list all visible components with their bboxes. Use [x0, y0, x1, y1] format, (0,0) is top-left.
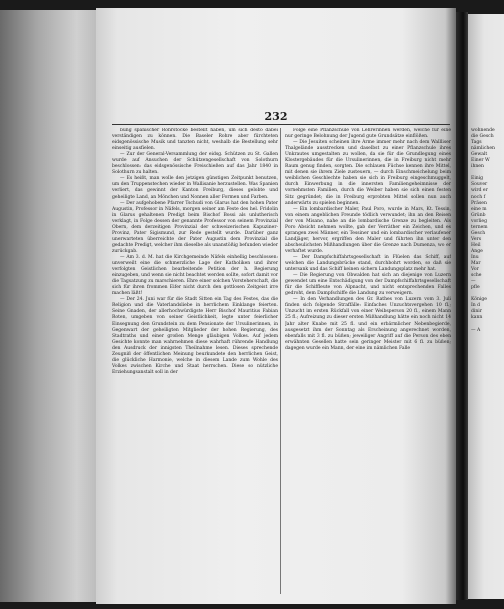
facing-page-line: nämlichen	[471, 146, 495, 152]
right-column-paragraph: — Die Regierung von Obwalden hat sich an diejenige von Luzern gewendet um eine Entschädigung von der Dampfschiffahrtsgesellschaft für die Schiffleute von Alpnacht, und nicht entsprechenden Falles gedroht, dem Dampfschiffe die Landung zu verweigern.	[285, 273, 451, 297]
facing-page-line: Heil	[471, 242, 481, 248]
right-column-paragraph: Folge eine Pflanzschule von Lehrerinnen werden, welche für eine nur geringe Belohnung der Jugend gute Grundsätze einflößen.	[285, 128, 451, 140]
right-column-paragraph: — Die Jesuiten scheinen ihre Arme immer mehr nach dem Wallliser Thalgelände ausstrecken und daselbst zu einer Pflanzschule ihres Unkrautes umgestalten zu wollen, da sie für die Grundlegung eines Klostergebäudes für die Ursulinerinnen, die in Freiburg nicht mehr Raum genug finden, sorgten. Die schlauen Füchse kennen ihre Mittel, mit denen sie ihrem Ziele zusteuern, — durch Einschmeichelung beim weiblichen Geschlechte haben sie sich in Freiburg eingeschmuggelt, durch Einwerbung in die innersten Familiengeheimnisse der vornehmsten Familien, durch die Weiber haben sie sich einen festen Sitz gegründet; die in Freiburg erprobten Mittel sollen nun auch anderwärts zu spielen beginnen.	[285, 140, 451, 206]
facing-page-line: noch f	[471, 194, 486, 200]
left-column-paragraph: bung spanischer Rohrstöcke bestellt haben, um sich desto dabei verständigen zu können. Die Baseler Rohre aber fürchteten eidsgenössische Musik und tanzten nicht, weshalb die Bestellung sehr einseitig ausfielen.	[112, 128, 278, 152]
left-column-paragraph: — Am 3. d. M. hat die Kirchgemeinde Näfels einhellig beschlossen: unverweilt eine die schmerzliche Lage der Katholiken und ihrer verfolgten Geistlichen bearbeitende Petition der h. Regierung einzugeben, und wenn sie nicht beachtet werden sollte, sofort damit vor die Tagsatzung zu marschieren. Ehre einer solchen Vorsteherschaft, die sich für ihren frommen Eifer nicht durch den gottlosen Zeitgeist irre machen läßt!	[112, 254, 278, 297]
facing-page-line: wird er	[471, 188, 488, 194]
facing-page-line: kann	[471, 315, 483, 321]
facing-page-line: Gesch	[471, 230, 486, 236]
right-text-column	[285, 128, 451, 598]
facing-page-line: vorlieg	[471, 218, 487, 224]
facing-page-line: Präsen	[471, 200, 487, 206]
left-column-paragraph: — Der 24. Juni war für die Stadt Sitten ein Tag des Festes, das die Religion und die Vaterlandsliebe in herrlichem Einklange feierten. Seine Gnaden, der allerhochwürdigste Herr Bischof Mauritius Fabian Roten, umgeben von seiner Geistlichkeit, legte unter feierlicher Einsegnung den Grundstein zu dem Pensionate der Ursulinerinnen, in Gegenwart der geheiligten Mitglieder der hohen Regierung, des Stadtraths und einer großen Menge gläubigen Volkes. Auf jedem Gesichte konnte man wahrnehmen diese wahrhaft rührende Handlung den Ausdruck der innigsten Theilnahme lesen. Dieses sprechende Zeugniß der öffentlichen Meinung beurkundete den herrlichen Geist, die glückliche Harmonie, welche in diesem Lande zum Wohle des Volkes zwischen Kirche und Staat herrschen. Diese so nützliche Erziehungsanstalt soll in der	[112, 297, 278, 375]
left-page-edge	[0, 10, 96, 602]
left-column-paragraph: — Es heißt, man wolle den jetzigen günstigen Zeitpunkt benutzen, um den Truppenstechen wieder in Wallisanie herzustellen. Was Spanien verliert, das gewinnt der Kanton Freiburg, dieses gelobte und geheiligte Land, an Mönchen und Nonnen aller Formen und Farben.	[112, 176, 278, 200]
facing-page-line: Einer W	[471, 158, 490, 164]
facing-page-line: dinir	[471, 309, 482, 315]
facing-page-line: Gewalt	[471, 152, 488, 158]
facing-page-line: Tags	[471, 140, 482, 146]
right-column-paragraph: — In den Verhandlungen des Gr. Rathes von Luzern vom 3. Juli finden sich folgende Straffälle: Einfaches Unzuchtsvergehen 10 fl.; Unzucht im ersten Rückfall von einer Weibsperson 20 fl., einem Mann 25 fl.; Aufreizung zu dieser ersten Mißhandlung hätte ein noch nicht 14 Jahr alter Knabe mit 25 fl. und ein erbärmlicher Nebenbegierde, ausgesetzt ihm der Sonntag als Erscheinung angerechnet worden, ebenfalls mit 3 fl. zu büßen; jeweiliger Angriff auf die Person des eben erwähnten Gesellen hatte sein geringer Meister mit 6 fl. zu büßen; dagegen wurde ein Mann, der eine im nämlichen Falle	[285, 297, 451, 351]
book-gutter	[456, 12, 468, 600]
facing-page-line: In d	[471, 303, 481, 309]
facing-page-line: sche	[471, 273, 482, 279]
facing-page-line: Ange	[471, 248, 483, 254]
left-text-column	[112, 128, 278, 598]
facing-page-line: wohnende	[471, 128, 495, 133]
facing-page-line: eine m	[471, 206, 487, 212]
left-column-paragraph: — Zur der General-Versammlung der eidsg. Schützen zu St. Gallen wurde auf Ansuchen der Schützengesellschaft von Solothurn beschlossen: das eidsgenössische Freischießen auf das Jahr 1840 in Solothurn zu halten.	[112, 152, 278, 176]
facing-page-line: Könige	[471, 297, 487, 303]
facing-page-line: Vers	[471, 236, 482, 242]
facing-page-line: Inu	[471, 254, 479, 260]
facing-page-line: ihnen	[471, 164, 484, 170]
facing-page-line: Grünb	[471, 212, 486, 218]
facing-page-line: Vor	[471, 267, 479, 273]
facing-page-line: pfle	[471, 285, 480, 291]
header-rule	[112, 124, 450, 125]
facing-page-line: — A	[471, 327, 481, 333]
left-column-paragraph: — Der aufgehobene Pfarrer Tschudi von Glarus hat den hohen Pater Augustin, Professor in Näfels, morgen seiner am Feste des hel. Fridolin in Glarus gehaltenen Predigt beim Bischof Bossi als unlutherisch verklagt, in Folge dessen der genannte Professor von seinem Provinzial Obern, dem derzeitigen Provinzial der schweizerischen Kapuziner-Provinz, Pater Sigismund, zur Rede gestellt wurde. Darüber ganz unerwarteten überreichte der Pater Augustin dem Provinzial die gedachte Predigt, welcher ihm dieselbe als unanstößig befunden wieder zurückgab.	[112, 200, 278, 254]
column-divider	[280, 128, 281, 594]
facing-page-line: Mar	[471, 261, 481, 267]
facing-page-line: ternem	[471, 224, 488, 230]
page-number: 232	[264, 110, 288, 123]
right-column-paragraph: — Der Dampfschiffahrtsgesellschaft in Flüelen das Schiff, auf welchen die Landungsbrücke stand, durchbohrt worden, so daß sie untersank und das Schiff keinen sichern Landungsplatz mehr hat.	[285, 254, 451, 273]
facing-page-line: die Gesch	[471, 134, 494, 140]
facing-page-line: Souver	[471, 182, 488, 188]
facing-page-line: Einig	[471, 176, 484, 182]
right-column-paragraph: — Ein lombardischer Maler, Paul Poro, wurde in Mars, Kt. Tessin, von einem angeblichen Freunde tödlich verwundet; ihn an den Reisen der von Misano, nahe an die lombardische Grenze zu begleiten. Als Poro Absicht nehmen wollte, gab der Verräther ein Zeichen, und es sprangen zwei Männer, ein Tessiner und ein lombardischer verlaufener Landjäger, hervor, ergriffen den Maler und führten ihn unter den abscheulichsten Mißhandlungen über die Grenze nach Dumenza, wo er verhaftet wurde.	[285, 206, 451, 254]
facing-page-text	[471, 128, 504, 334]
facing-page-line: —	[471, 279, 476, 285]
